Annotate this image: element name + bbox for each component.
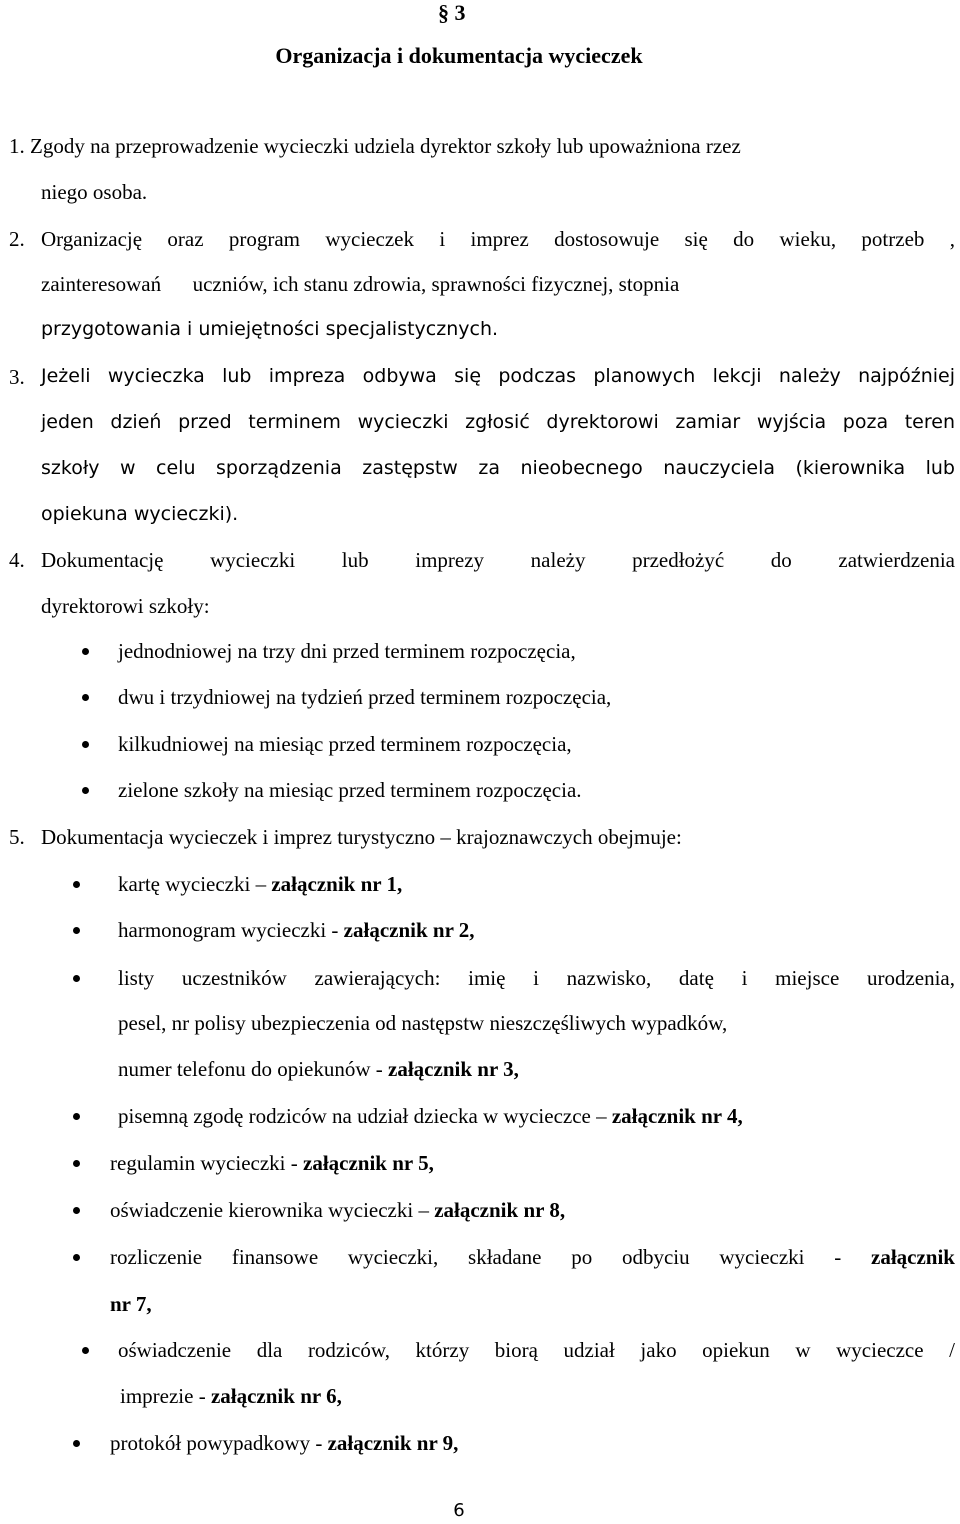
list-item-line-2 (110, 1294, 152, 1315)
list-item-text: rozliczenie finansowe wycieczki, składane po odbyciu wycieczki - (110, 1245, 871, 1269)
bullet-icon (73, 1207, 80, 1214)
list-item-text: protokół powypadkowy - (110, 1431, 328, 1455)
list-item-line-1: listy uczestników zawierających: imię i nazwisko, datę i miejsce urodzenia, (118, 966, 955, 990)
item-5-line-1: Dokumentacja wycieczek i imprez turystyczno – krajoznawczych obejmuje: (41, 825, 682, 849)
list-item (118, 920, 475, 941)
item-3-line-2: jeden dzień przed terminem wycieczki zgłosić dyrektorowi zamiar wyjścia poza teren (41, 411, 955, 433)
item-number-2: 2. (9, 227, 25, 251)
bullet-icon (82, 1347, 89, 1354)
item-number-5: 5. (9, 825, 25, 849)
bullet-icon (82, 648, 89, 655)
item-4-line-2: dyrektorowi szkoły: (41, 594, 210, 618)
bullet-icon (82, 741, 89, 748)
bullet-icon (82, 787, 89, 794)
list-item (118, 874, 402, 895)
list-item (110, 1200, 565, 1221)
annex-reference: załącznik nr 6, (210, 1384, 342, 1408)
bullet-icon (73, 975, 80, 982)
annex-reference: załącznik nr 8, (434, 1198, 566, 1222)
list-item (118, 1106, 743, 1127)
list-item: jednodniowej na trzy dni przed terminem rozpoczęcia, (118, 639, 576, 663)
list-item-line-3 (118, 1059, 519, 1080)
bullet-icon (73, 927, 80, 934)
bullet-icon (73, 1254, 80, 1261)
list-item (110, 1433, 458, 1454)
annex-reference: załącznik nr 5, (303, 1151, 434, 1175)
item-number-3: 3. (9, 365, 25, 389)
annex-reference: załącznik nr 2, (343, 918, 475, 942)
list-item-line-1: oświadczenie dla rodziców, którzy biorą udział jako opiekun w wycieczce / (118, 1338, 955, 1362)
page-title: Organizacja i dokumentacja wycieczek (275, 43, 643, 68)
annex-reference: załącznik nr 3, (388, 1057, 519, 1081)
list-item-text: oświadczenie kierownika wycieczki – (110, 1198, 435, 1222)
item-2-line-2-text: zainteresowań uczniów, ich stanu zdrowia, sprawności fizycznej, stopnia (41, 272, 680, 296)
list-item-text: numer telefonu do opiekunów - (118, 1057, 389, 1081)
list-item-text: pisemną zgodę rodziców na udział dziecka w wycieczce – (118, 1104, 612, 1128)
list-item: dwu i trzydniowej na tydzień przed terminem rozpoczęcia, (118, 685, 612, 709)
annex-reference: załącznik nr 1, (271, 872, 403, 896)
list-item: zielone szkoły na miesiąc przed terminem rozpoczęcia. (118, 778, 582, 802)
bullet-icon (73, 1160, 80, 1167)
bullet-icon (73, 1113, 80, 1120)
list-item-text: regulamin wycieczki - (110, 1151, 303, 1175)
item-2-line-2 (41, 274, 955, 295)
item-number-4: 4. (9, 548, 25, 572)
section-sign: § 3 (438, 0, 466, 25)
list-item-line-2 (120, 1386, 342, 1407)
bullet-icon (73, 1440, 80, 1447)
annex-reference: załącznik nr 9, (327, 1431, 459, 1455)
item-3-line-3: szkoły w celu sporządzenia zastępstw za nieobecnego nauczyciela (kierownika lub (41, 457, 955, 479)
item-number-1: 1. (9, 134, 25, 158)
item-2-line-3: przygotowania i umiejętności specjalistycznych. (41, 318, 499, 340)
list-item-text: harmonogram wycieczki - (118, 918, 344, 942)
list-item-line-2: pesel, nr polisy ubezpieczenia od następstw nieszczęśliwych wypadków, (118, 1011, 728, 1035)
item-1-line-2: niego osoba. (41, 180, 148, 204)
item-3-line-1: Jeżeli wycieczka lub impreza odbywa się podczas planowych lekcji należy najpóźniej (41, 365, 955, 387)
list-item-text: imprezie - (120, 1384, 211, 1408)
item-3-line-4: opiekuna wycieczki). (41, 503, 239, 525)
bullet-icon (73, 881, 80, 888)
item-4-line-1: Dokumentację wycieczki lub imprezy należy przedłożyć do zatwierdzenia (41, 548, 955, 572)
annex-reference: załącznik (871, 1245, 955, 1269)
list-item: kilkudniowej na miesiąc przed terminem rozpoczęcia, (118, 732, 572, 756)
list-item-text: kartę wycieczki – (118, 872, 272, 896)
list-item-line-1 (110, 1247, 955, 1268)
item-2-line-1: Organizację oraz program wycieczek i imprez dostosowuje się do wieku, potrzeb , (41, 227, 955, 251)
page-number: 6 (453, 1500, 465, 1521)
item-1-line-1: Zgody na przeprowadzenie wycieczki udziela dyrektor szkoły lub upoważniona rzez (30, 134, 741, 158)
bullet-icon (82, 694, 89, 701)
annex-reference: załącznik nr 4, (611, 1104, 743, 1128)
list-item (110, 1153, 434, 1174)
annex-reference: nr 7, (110, 1292, 152, 1316)
